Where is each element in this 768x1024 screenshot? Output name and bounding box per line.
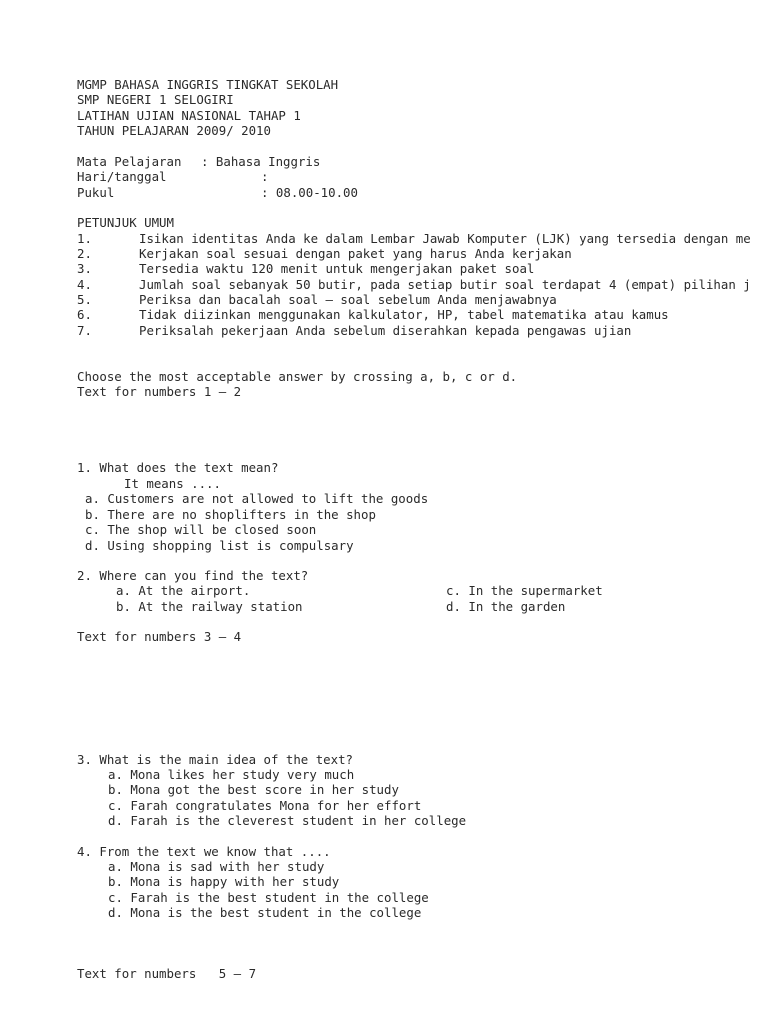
question-3-option: d. Farah is the cleverest student in her college	[108, 813, 467, 828]
question-2-option: a. At the airport.	[116, 583, 251, 598]
question-1-option: c. The shop will be closed soon	[85, 522, 317, 537]
text-label-1-2: Text for numbers 1 – 2	[77, 384, 242, 399]
instruction-number: 3.	[77, 261, 92, 276]
directions-main: Choose the most acceptable answer by crossing a, b, c or d.	[77, 369, 518, 384]
text-label-5-7: Text for numbers 5 – 7	[77, 966, 257, 981]
instruction-number: 4.	[77, 277, 92, 292]
time-value: : 08.00-10.00	[261, 185, 358, 200]
question-1-stem: 1. What does the text mean?	[77, 460, 279, 475]
question-2-option: d. In the garden	[446, 599, 566, 614]
header-line-1: MGMP BAHASA INGGRIS TINGKAT SEKOLAH	[77, 77, 339, 92]
question-3-option: b. Mona got the best score in her study	[108, 782, 399, 797]
header-line-4: TAHUN PELAJARAN 2009/ 2010	[77, 123, 271, 138]
question-2-option: b. At the railway station	[116, 599, 303, 614]
instruction-text: Tidak diizinkan menggunakan kalkulator, HP, tabel matematika atau kamus	[139, 307, 669, 322]
instruction-text: Isikan identitas Anda ke dalam Lembar Jawab Komputer (LJK) yang tersedia dengan me	[139, 231, 751, 246]
question-3-option: a. Mona likes her study very much	[108, 767, 355, 782]
question-4-option: d. Mona is the best student in the college	[108, 905, 422, 920]
header-line-2: SMP NEGERI 1 SELOGIRI	[77, 92, 234, 107]
instruction-text: Jumlah soal sebanyak 50 butir, pada setiap butir soal terdapat 4 (empat) pilihan j	[139, 277, 751, 292]
instruction-number: 6.	[77, 307, 92, 322]
question-4-option: b. Mona is happy with her study	[108, 874, 340, 889]
question-3-stem: 3. What is the main idea of the text?	[77, 752, 354, 767]
instruction-number: 7.	[77, 323, 92, 338]
day-label: Hari/tanggal	[77, 169, 167, 184]
instruction-number: 5.	[77, 292, 92, 307]
question-4-stem: 4. From the text we know that ....	[77, 844, 331, 859]
question-1-sub: It means ....	[124, 476, 221, 491]
question-3-option: c. Farah congratulates Mona for her effort	[108, 798, 422, 813]
instruction-text: Kerjakan soal sesuai dengan paket yang harus Anda kerjakan	[139, 246, 572, 261]
header-line-3: LATIHAN UJIAN NASIONAL TAHAP 1	[77, 108, 301, 123]
time-label: Pukul	[77, 185, 115, 200]
question-4-option: c. Farah is the best student in the college	[108, 890, 429, 905]
question-1-option: b. There are no shoplifters in the shop	[85, 507, 376, 522]
instruction-number: 1.	[77, 231, 92, 246]
instruction-text: Periksalah pekerjaan Anda sebelum diserahkan kepada pengawas ujian	[139, 323, 632, 338]
subject-value: : Bahasa Inggris	[201, 154, 321, 169]
question-2-option: c. In the supermarket	[446, 583, 603, 598]
question-2-stem: 2. Where can you find the text?	[77, 568, 309, 583]
instruction-text: Tersedia waktu 120 menit untuk mengerjakan paket soal	[139, 261, 535, 276]
instruction-number: 2.	[77, 246, 92, 261]
day-value: :	[261, 169, 269, 184]
question-4-option: a. Mona is sad with her study	[108, 859, 325, 874]
subject-label: Mata Pelajaran	[77, 154, 182, 169]
instructions-heading: PETUNJUK UMUM	[77, 215, 174, 230]
instruction-text: Periksa dan bacalah soal – soal sebelum Anda menjawabnya	[139, 292, 557, 307]
question-1-option: a. Customers are not allowed to lift the goods	[85, 491, 429, 506]
question-1-option: d. Using shopping list is compulsary	[85, 538, 354, 553]
text-label-3-4: Text for numbers 3 – 4	[77, 629, 242, 644]
